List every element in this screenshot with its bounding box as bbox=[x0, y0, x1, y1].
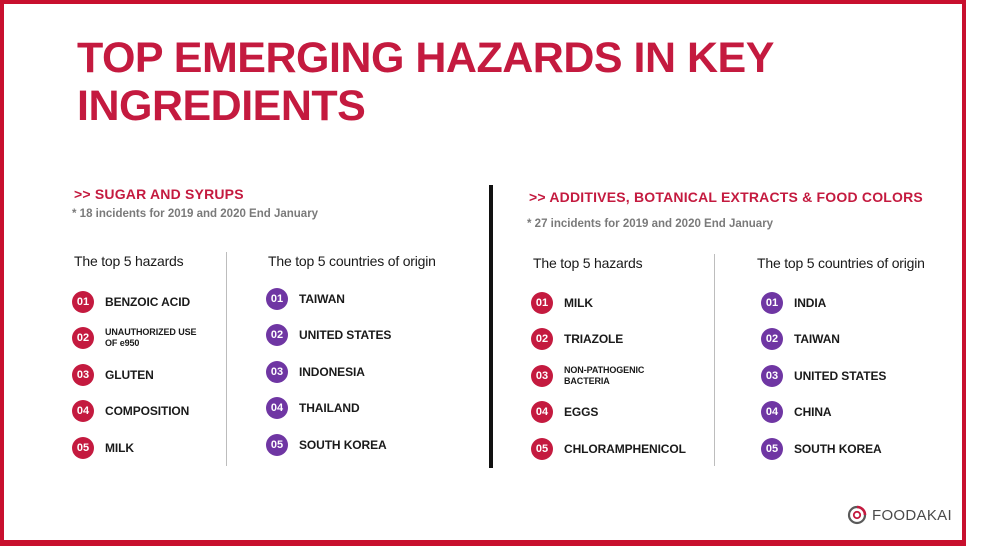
rank-badge: 02 bbox=[266, 324, 288, 346]
rank-badge: 04 bbox=[266, 397, 288, 419]
page-title: TOP EMERGING HAZARDS IN KEY INGREDIENTS bbox=[77, 34, 774, 130]
column-divider bbox=[714, 254, 715, 466]
list-item bbox=[761, 327, 840, 351]
section-divider bbox=[489, 185, 493, 468]
hazard-label: NON-PATHOGENIC BACTERIA bbox=[564, 365, 645, 386]
list-item bbox=[531, 291, 593, 315]
list-item bbox=[266, 323, 391, 347]
hazard-label: EGGS bbox=[564, 405, 599, 419]
foodakai-logo-icon bbox=[847, 505, 867, 525]
countries-heading-sugar: The top 5 countries of origin bbox=[268, 253, 436, 269]
rank-badge: 01 bbox=[72, 291, 94, 313]
section-title-sugar: >> SUGAR AND SYRUPS bbox=[74, 186, 244, 202]
list-item bbox=[72, 290, 190, 314]
list-item bbox=[72, 436, 134, 460]
rank-badge: 03 bbox=[761, 365, 783, 387]
foodakai-logo bbox=[847, 505, 952, 525]
country-label: UNITED STATES bbox=[299, 328, 392, 342]
rank-badge: 04 bbox=[761, 401, 783, 423]
list-item bbox=[761, 437, 882, 461]
hazards-heading-additives: The top 5 hazards bbox=[533, 255, 643, 271]
hazard-label: COMPOSITION bbox=[105, 404, 190, 418]
country-label: SOUTH KOREA bbox=[794, 442, 882, 456]
column-divider bbox=[226, 252, 227, 466]
hazard-label: TRIAZOLE bbox=[564, 332, 624, 346]
logo-text: FOODAKAI bbox=[872, 506, 952, 524]
list-item bbox=[72, 399, 189, 423]
rank-badge: 01 bbox=[266, 288, 288, 310]
country-label: TAIWAN bbox=[299, 292, 345, 306]
incidents-note-sugar: * 18 incidents for 2019 and 2020 End January bbox=[72, 208, 319, 220]
hazard-label: UNAUTHORIZED USE OF e950 bbox=[105, 327, 197, 348]
rank-badge: 03 bbox=[72, 364, 94, 386]
list-item bbox=[531, 437, 686, 461]
list-item bbox=[761, 400, 832, 424]
rank-badge: 04 bbox=[72, 400, 94, 422]
hazards-heading-sugar: The top 5 hazards bbox=[74, 253, 184, 269]
list-item bbox=[531, 327, 623, 351]
country-label: INDONESIA bbox=[299, 365, 365, 379]
country-label: UNITED STATES bbox=[794, 369, 887, 383]
section-title-additives: >> ADDITIVES, BOTANICAL EXTRACTS & FOOD COLORS bbox=[529, 189, 923, 205]
list-item bbox=[266, 287, 345, 311]
list-item bbox=[761, 364, 886, 388]
rank-badge: 02 bbox=[72, 327, 94, 349]
country-label: INDIA bbox=[794, 296, 827, 310]
list-item bbox=[531, 400, 598, 424]
rank-badge: 03 bbox=[531, 365, 553, 387]
list-item bbox=[266, 433, 387, 457]
list-item bbox=[531, 364, 664, 388]
list-item bbox=[266, 360, 365, 384]
rank-badge: 05 bbox=[72, 437, 94, 459]
country-label: SOUTH KOREA bbox=[299, 438, 387, 452]
list-item bbox=[72, 326, 205, 350]
hazard-label: MILK bbox=[105, 441, 134, 455]
rank-badge: 03 bbox=[266, 361, 288, 383]
hazard-label: CHLORAMPHENICOL bbox=[564, 442, 686, 456]
incidents-note-additives: * 27 incidents for 2019 and 2020 End January bbox=[527, 218, 774, 230]
rank-badge: 05 bbox=[266, 434, 288, 456]
country-label: THAILAND bbox=[299, 401, 360, 415]
rank-badge: 01 bbox=[761, 292, 783, 314]
list-item bbox=[761, 291, 826, 315]
hazard-label: GLUTEN bbox=[105, 368, 154, 382]
countries-heading-additives: The top 5 countries of origin bbox=[757, 255, 925, 271]
hazard-label: MILK bbox=[564, 296, 593, 310]
rank-badge: 04 bbox=[531, 401, 553, 423]
rank-badge: 01 bbox=[531, 292, 553, 314]
hazard-label: BENZOIC ACID bbox=[105, 295, 191, 309]
rank-badge: 05 bbox=[531, 438, 553, 460]
list-item bbox=[72, 363, 154, 387]
country-label: CHINA bbox=[794, 405, 832, 419]
rank-badge: 05 bbox=[761, 438, 783, 460]
rank-badge: 02 bbox=[531, 328, 553, 350]
list-item bbox=[266, 396, 360, 420]
country-label: TAIWAN bbox=[794, 332, 840, 346]
rank-badge: 02 bbox=[761, 328, 783, 350]
